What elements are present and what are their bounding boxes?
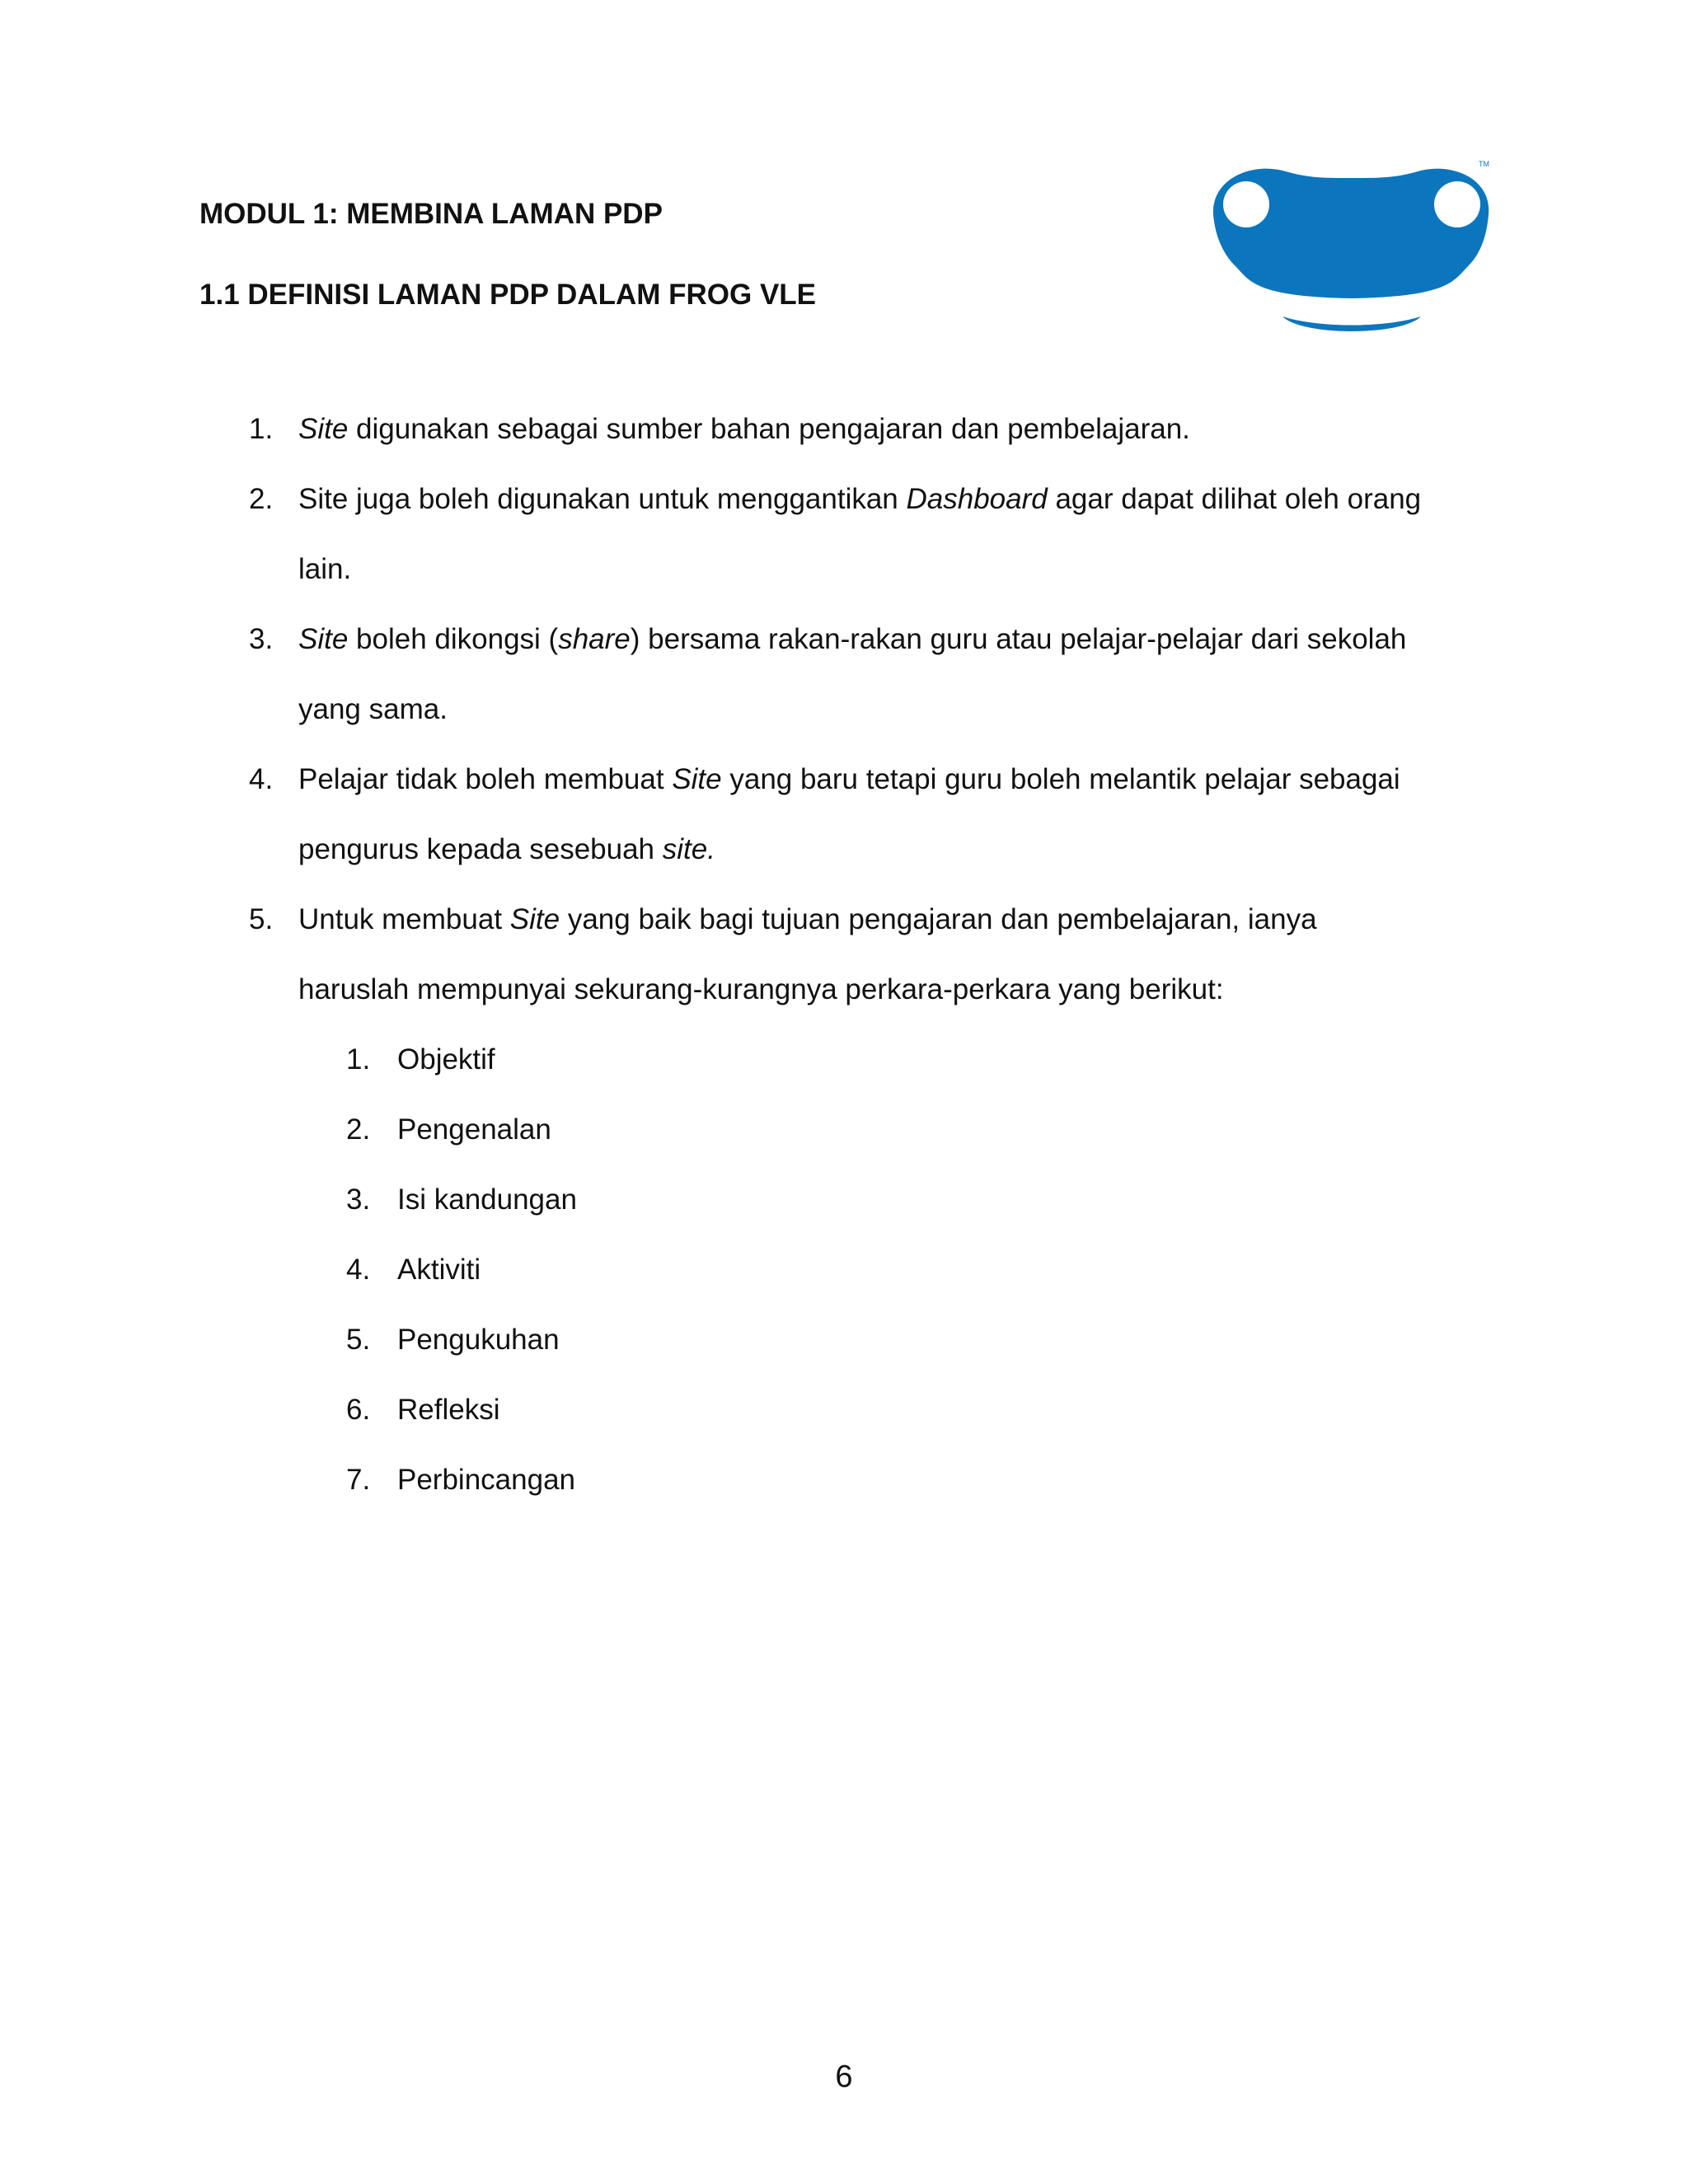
text-run: digunakan sebagai sumber bahan pengajaran dan pembelajaran. (348, 413, 1190, 445)
text-run: yang sama. (298, 693, 448, 725)
text-run: lain. (298, 553, 352, 585)
requirements-sublist (0, 1024, 1485, 1515)
text-run: Untuk membuat (298, 903, 510, 935)
sublist-item (0, 1445, 1485, 1515)
sublist-item-text: Aktiviti (397, 1254, 481, 1286)
sublist-item-text: Refleksi (397, 1394, 500, 1426)
text-run: Pelajar tidak boleh membuat (298, 763, 673, 795)
sublist-item-number: 6. (346, 1394, 371, 1426)
text-run: ) bersama rakan-rakan guru atau pelajar-pelajar dari sekolah (630, 623, 1407, 655)
text-run: agar dapat dilihat oleh orang (1047, 483, 1422, 515)
definition-list (0, 394, 1485, 1515)
sublist-item (0, 1165, 1485, 1235)
sublist-item (0, 1375, 1485, 1445)
text-run: boleh dikongsi ( (348, 623, 559, 655)
frog-right-eye-white (1434, 181, 1480, 227)
list-item-line (298, 814, 1485, 884)
list-item-line (298, 674, 1485, 744)
section-title: 1.1 DEFINISI LAMAN PDP DALAM FROG VLE (199, 279, 817, 311)
list-item-line (298, 954, 1485, 1024)
frog-chin-shape (1282, 316, 1421, 331)
italic-term: Dashboard (906, 483, 1048, 515)
list-item (0, 394, 1485, 464)
trademark-mark: TM (1479, 160, 1489, 168)
italic-term: Site (298, 413, 349, 445)
text-run: yang baru tetapi guru boleh melantik pelajar sebagai (721, 763, 1400, 795)
text-run: Site juga boleh digunakan untuk menggantikan (298, 483, 907, 515)
sublist-item (0, 1305, 1485, 1375)
sublist-item-text: Pengukuhan (397, 1324, 560, 1356)
italic-term: Site (672, 763, 722, 795)
list-item-line (298, 464, 1485, 534)
module-title: MODUL 1: MEMBINA LAMAN PDP (199, 198, 663, 230)
sublist-item-number: 3. (346, 1183, 371, 1216)
sublist-item-number: 1. (346, 1043, 371, 1076)
list-item-number: 1. (249, 413, 274, 445)
list-item-line (298, 744, 1485, 814)
italic-term: share (558, 623, 631, 655)
list-item (0, 464, 1485, 604)
sublist-item-number: 7. (346, 1464, 371, 1496)
italic-term: site. (662, 833, 715, 865)
list-item-number: 5. (249, 903, 274, 935)
text-run: haruslah mempunyai sekurang-kurangnya perkara-perkara yang berikut: (298, 973, 1224, 1005)
frog-left-eye-white (1223, 181, 1269, 227)
sublist-item (0, 1024, 1485, 1094)
italic-term: Site (509, 903, 560, 935)
sublist-item-text: Objektif (397, 1043, 495, 1076)
list-item-number: 4. (249, 763, 274, 795)
sublist-item-number: 2. (346, 1113, 371, 1146)
list-item-line (298, 394, 1485, 464)
list-item-line (298, 604, 1485, 674)
sublist-item-text: Isi kandungan (397, 1183, 577, 1216)
list-item-number: 2. (249, 483, 274, 515)
sublist-item-number: 5. (346, 1324, 371, 1356)
list-item-line (298, 884, 1485, 954)
sublist-item (0, 1094, 1485, 1165)
italic-term: Site (298, 623, 349, 655)
list-item-number: 3. (249, 623, 274, 655)
list-item (0, 604, 1485, 744)
list-item (0, 884, 1485, 1024)
sublist-item (0, 1235, 1485, 1305)
list-item (0, 744, 1485, 884)
frog-logo-icon (1203, 155, 1500, 344)
sublist-item-number: 4. (346, 1254, 371, 1286)
list-item-line (298, 534, 1485, 604)
sublist-item-text: Pengenalan (397, 1113, 551, 1146)
page-number: 6 (835, 2060, 853, 2094)
sublist-item-text: Perbincangan (397, 1464, 575, 1496)
text-run: yang baik bagi tujuan pengajaran dan pembelajaran, ianya (560, 903, 1317, 935)
text-run: pengurus kepada sesebuah (298, 833, 663, 865)
